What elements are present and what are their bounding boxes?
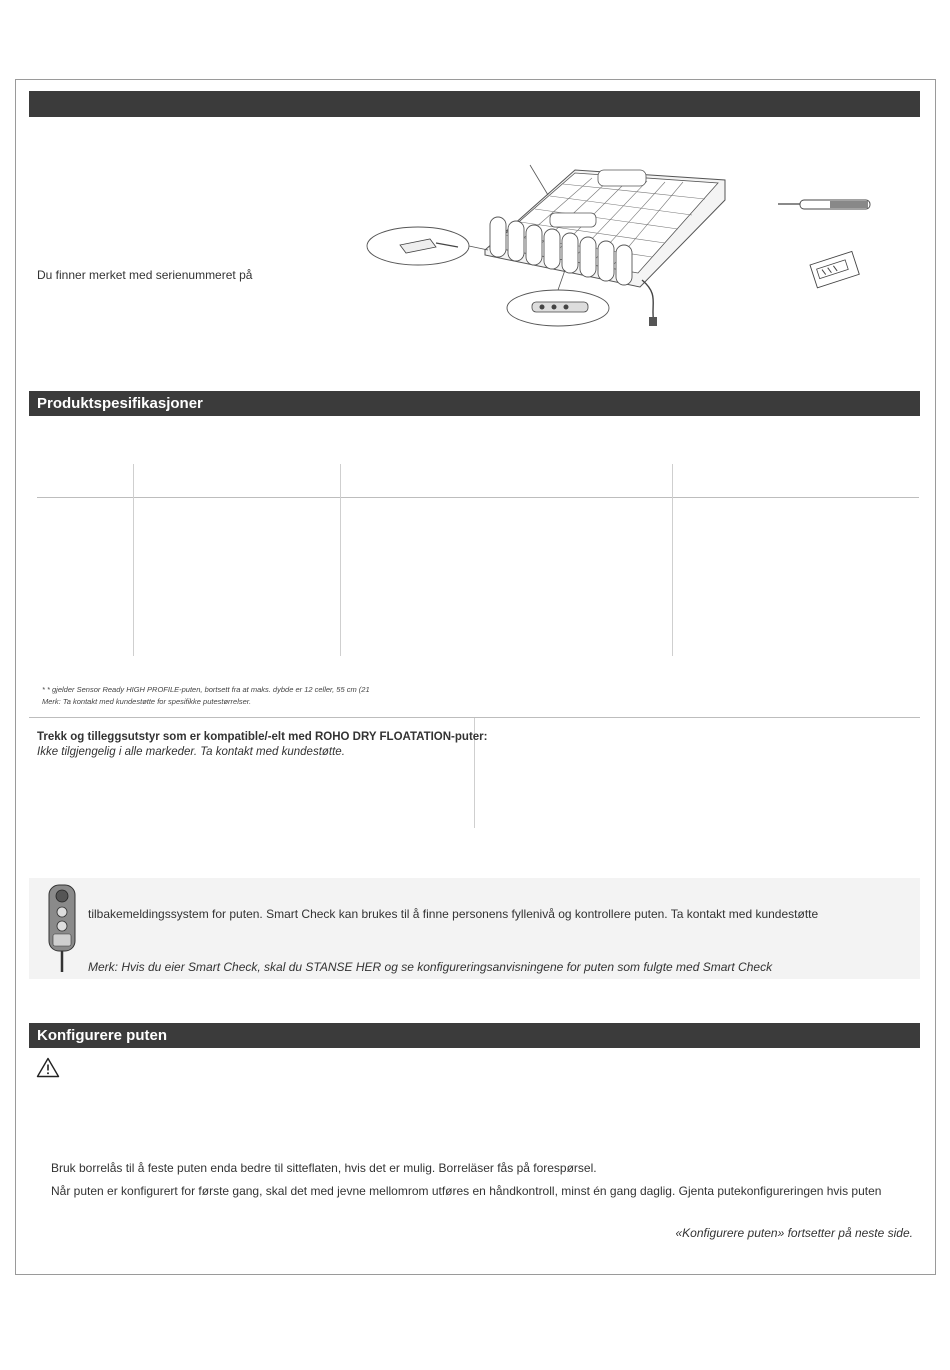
accessories-note: Ikke tilgjengelig i alle markeder. Ta kontakt med kundestøtte. [37, 746, 345, 758]
smart-check-note: Merk: Hvis du eier Smart Check, skal du STANSE HER og se konfigureringsanvisningene for puten som fulgte med Smart Check [88, 960, 773, 974]
smart-check-device-icon [46, 884, 78, 974]
config-line-2: Når puten er konfigurert for første gang, skal det med jevne mellomrom utføres en håndkontroll, minst én gang daglig. Gjenta putekonfigureringen hvis puten [51, 1184, 882, 1198]
specs-section-title: Produktspesifikasjoner [37, 395, 203, 412]
cushion-illustration [360, 155, 930, 335]
specs-table-col-divider-3 [672, 464, 673, 656]
specs-footnote-2: Merk: Ta kontakt med kundestøtte for spesifikke putestørrelser. [42, 697, 252, 706]
config-line-1: Bruk borrelås til å feste puten enda bedre til sitteflaten, hvis det er mulig. Borreläser fås på forespørsel. [51, 1161, 597, 1175]
config-continued-note: «Konfigurere puten» fortsetter på neste side. [675, 1226, 913, 1240]
config-section-bar [29, 1023, 920, 1048]
specs-table-header-rule [37, 497, 919, 498]
specs-table-col-divider-1 [133, 464, 134, 656]
warning-triangle-icon [36, 1057, 60, 1078]
specs-section-bar [29, 391, 920, 416]
top-section-bar [29, 91, 920, 117]
specs-footnote-1: * * gjelder Sensor Ready HIGH PROFILE-puten, bortsett fra at maks. dybde er 12 celler, 55 cm (21 [42, 685, 370, 694]
smart-check-text: tilbakemeldingssystem for puten. Smart Check kan brukes til å finne personens fyllenivå og kontrollere puten. Ta kontakt med kundestøtte [88, 907, 819, 921]
accessories-heading: Trekk og tilleggsutstyr som er kompatible/-elt med ROHO DRY FLOATATION-puter: [37, 731, 488, 743]
config-section-title: Konfigurere puten [37, 1027, 167, 1044]
serial-label-text: Du finner merket med serienummeret på [37, 268, 253, 282]
specs-table-col-divider-2 [340, 464, 341, 656]
